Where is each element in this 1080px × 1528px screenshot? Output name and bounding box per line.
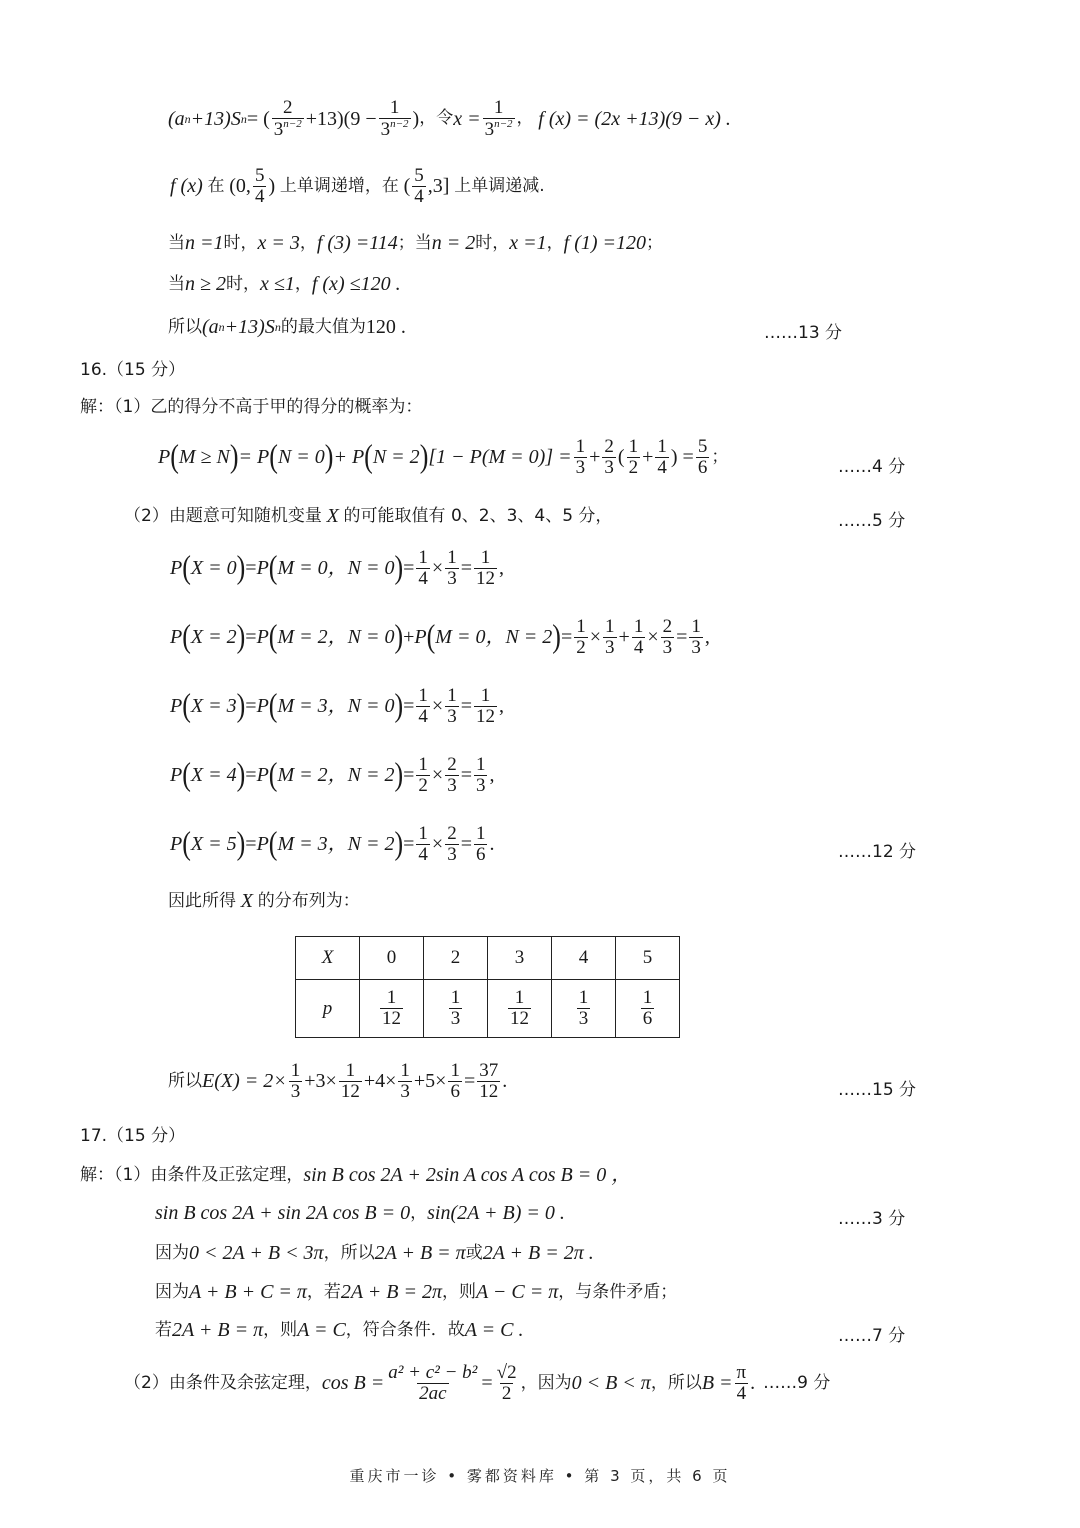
math: (a (202, 316, 219, 338)
score-marker: ……9 分 (763, 1372, 831, 1393)
math: n ≥ 2 (185, 273, 226, 295)
math: . (750, 1372, 756, 1395)
math: f (x) (170, 175, 203, 198)
fraction: $\frac{\text{a² + c² − b²}}{2ac}$ (388, 1362, 478, 1404)
fraction: $\frac{1}{4}$ (633, 616, 644, 658)
page-footer: 重庆市一诊 • 雾都资料库 • 第 3 页，共 6 页 (349, 1467, 731, 1485)
text: 当 (168, 273, 185, 294)
table-cell: $\frac{1}{3}$ (424, 980, 488, 1038)
math: x = 3 (257, 232, 300, 254)
table-row (296, 980, 680, 1038)
math: 0 < B < π (571, 1372, 651, 1395)
fraction: $\frac{1}{4}$ (418, 547, 428, 589)
math: 2A + B = π (172, 1319, 264, 1341)
math: n =1 (185, 232, 224, 254)
formula-line-n-ge-2 (168, 274, 401, 294)
text: ， (410, 1202, 428, 1223)
fraction: $\frac{1}{6}$ (475, 823, 486, 865)
table-cell: 0 (360, 937, 424, 980)
fraction: $\frac{2}{3}$ (662, 616, 673, 658)
formula-line-max (168, 317, 406, 337)
table-cell: 3 (488, 937, 552, 980)
solution-16-part1: 解：（1）乙的得分不高于甲的得分的概率为： (80, 397, 423, 417)
fraction: $\frac{1}{3}$ (290, 1060, 301, 1102)
math: + (642, 446, 654, 469)
formula-line-contradiction (155, 1282, 677, 1302)
math: f (3) =114 (316, 232, 398, 254)
text: ， (299, 232, 317, 253)
table-cell: $\frac{1}{12}$ (360, 980, 424, 1038)
text: 的最大值为 (280, 316, 366, 337)
text: ，符合条件．故 (345, 1319, 465, 1340)
math: n (184, 111, 191, 126)
text: 时， (225, 273, 260, 294)
text: 或 (465, 1242, 483, 1263)
fraction: $\frac{1}{3^{n-2}}$ (484, 97, 513, 140)
fraction: $\frac{1}{3}$ (575, 436, 586, 478)
score-marker: ……7 分 (838, 1326, 906, 1346)
solution-17-part1 (80, 1165, 631, 1185)
table-cell: 2 (424, 937, 488, 980)
math: n = 2 (431, 232, 476, 254)
formula-line-range (155, 1243, 594, 1263)
fraction: $\frac{1}{2}$ (418, 754, 428, 796)
fraction: $\frac{2}{3^{n-2}}$ (273, 97, 302, 140)
fraction: $\frac{1}{3}$ (691, 616, 701, 658)
text: 上单调递增，在 (279, 175, 399, 196)
text: ， (294, 273, 312, 294)
math: ) (412, 107, 420, 130)
formula-line-expectation (168, 1061, 507, 1102)
text: ， (516, 108, 534, 129)
text: ，若 (306, 1281, 341, 1302)
math: ) (268, 175, 276, 198)
math: A + B + C = π (189, 1281, 307, 1303)
text: 所以 (168, 316, 202, 337)
fraction: $\frac{37}{12}$ (479, 1060, 499, 1102)
math: ) = (670, 446, 694, 469)
fraction: $\frac{1}{4}$ (657, 436, 667, 478)
formula-line-conclusion (155, 1320, 524, 1340)
math: N = 2 (372, 446, 420, 469)
math: sin(2A + B) = 0 . (427, 1202, 565, 1224)
math: A = C . (464, 1319, 524, 1341)
math: f (1) =120 (563, 232, 647, 254)
math: A = C (297, 1319, 346, 1341)
math: = (481, 1372, 493, 1395)
solution-16-part2 (124, 506, 612, 526)
score-marker: ……5 分 (838, 511, 906, 531)
math: 120 . (365, 316, 406, 338)
text: 上单调递减. (454, 175, 545, 196)
text: 因为 (155, 1281, 189, 1302)
math: P (158, 446, 171, 469)
text: 时， (223, 232, 258, 253)
formula-line-px: P ( X = 0 ) = P ( M = 0，N = 0 ) = $\frac{1}{4}$ × $\frac{1}{3}$ = $\frac{1}{12}$ , (170, 547, 504, 589)
formula-line-px: P ( X = 3 ) = P ( M = 3，N = 0 ) = $\frac{1}{4}$ × $\frac{1}{3}$ = $\frac{1}{12}$ , (170, 685, 504, 727)
text: ，则 (442, 1281, 477, 1302)
text: 所以 (168, 1070, 202, 1091)
math: = ( (246, 107, 270, 130)
table-cell: $\frac{1}{3}$ (552, 980, 616, 1038)
text: ；当 (397, 232, 432, 253)
math: ( (403, 175, 411, 198)
text: ，所以 (323, 1242, 375, 1263)
math: n (240, 111, 247, 126)
fraction: $\frac{1}{2}$ (576, 616, 586, 658)
solution-17-part2 (124, 1363, 830, 1404)
text: 解：（1）由条件及正弦定理， (80, 1164, 304, 1185)
fraction: $\frac{\pi}{4}$ (736, 1362, 747, 1404)
table-cell: $\frac{1}{12}$ (488, 980, 552, 1038)
formula-line-cases (168, 233, 663, 253)
math: cos B = (321, 1372, 385, 1395)
text: ； (711, 446, 729, 467)
math: = P (238, 446, 270, 469)
math: + (589, 446, 601, 469)
formula-line-px: P ( X = 2 ) = P ( M = 2，N = 0 ) + P ( M = 0，N = 2 ) = $\frac{1}{2}$ × $\frac{1}{3}$ + $\frac{1}{4}$ × $\frac{2}{3}$ = $\frac{1}{3}$ , (170, 616, 710, 658)
fraction: $\frac{1}{3^{n-2}}$ (380, 97, 409, 140)
fraction: $\frac{√2}{2}$ (496, 1362, 517, 1404)
fraction: $\frac{2}{3}$ (604, 436, 614, 478)
table-cell: 4 (552, 937, 616, 980)
fraction: $\frac{1}{4}$ (418, 685, 428, 727)
text: ，因为 (520, 1372, 572, 1393)
distribution-table (295, 936, 680, 1038)
text: ，与条件矛盾； (558, 1281, 678, 1302)
fraction: $\frac{1}{12}$ (475, 547, 495, 589)
math: x ≤1 (259, 273, 295, 295)
text: 因此所得 (168, 890, 236, 911)
math: +13)(9 − (305, 107, 377, 130)
fraction: $\frac{1}{3}$ (447, 685, 457, 727)
fraction: $\frac{5}{4}$ (254, 165, 265, 207)
fraction: $\frac{1}{3}$ (400, 1060, 410, 1102)
math: ( (617, 446, 625, 469)
score-marker: ……15 分 (838, 1080, 917, 1100)
fraction: $\frac{1}{3}$ (447, 547, 457, 589)
math: M ≥ N (178, 446, 230, 469)
text: ， (546, 232, 564, 253)
math: 2A + B = 2π . (482, 1242, 594, 1264)
math: +13)S (224, 316, 275, 338)
table-row (296, 937, 680, 980)
math: A − C = π (476, 1281, 559, 1303)
text: （2）由题意可知随机变量 (124, 505, 322, 526)
text: 在 (207, 175, 225, 196)
fraction: $\frac{1}{12}$ (340, 1060, 360, 1102)
formula-line-monotonic (170, 166, 545, 207)
math: x = (453, 107, 481, 130)
math: E(X) = 2× (202, 1070, 287, 1093)
math: f (x) = (2x +13)(9 − x) . (538, 107, 731, 130)
text: 因为 (155, 1242, 189, 1263)
score-marker: ……4 分 (838, 457, 906, 477)
math: +13)S (190, 107, 241, 130)
formula-line-px: P ( X = 4 ) = P ( M = 2，N = 2 ) = $\frac{1}{2}$ × $\frac{2}{3}$ = $\frac{1}{3}$ , (170, 754, 495, 796)
text: （2）由条件及余弦定理， (124, 1372, 322, 1393)
math: + P (333, 446, 365, 469)
formula-line-sin-sum (155, 1203, 565, 1223)
math: [1 − P(M = 0)] = (428, 446, 572, 469)
formula-line-an-sn (168, 98, 731, 140)
score-marker: ……3 分 (838, 1209, 906, 1229)
math: B = (701, 1372, 733, 1395)
math: +5× (413, 1070, 447, 1093)
text: 的分布列为： (257, 890, 360, 911)
table-cell: $\frac{1}{6}$ (616, 980, 680, 1038)
fraction: $\frac{1}{12}$ (475, 685, 495, 727)
text: 的可能取值有 0、2、3、4、5 分， (343, 505, 613, 526)
math: ,3] (427, 175, 450, 198)
math: +4× (363, 1070, 397, 1093)
text: ； (646, 232, 664, 253)
fraction: $\frac{1}{6}$ (450, 1060, 460, 1102)
text: 当 (168, 232, 185, 253)
fraction: $\frac{5}{4}$ (414, 165, 424, 207)
fraction: $\frac{5}{6}$ (697, 436, 708, 478)
math: N = 0 (277, 446, 325, 469)
math: 2A + B = π (374, 1242, 466, 1264)
question-16-title: 16.（15 分） (80, 360, 186, 380)
text: ，令 (419, 108, 454, 129)
fraction: $\frac{1}{2}$ (628, 436, 639, 478)
math: = (463, 1070, 476, 1093)
question-17-title: 17.（15 分） (80, 1126, 186, 1146)
fraction: $\frac{1}{4}$ (418, 823, 428, 865)
math: x =1 (509, 232, 547, 254)
text: ，所以 (650, 1372, 702, 1393)
text: ，则 (263, 1319, 298, 1340)
math: X (326, 505, 339, 527)
math: 0 < 2A + B < 3π (189, 1242, 324, 1264)
fraction: $\frac{1}{3}$ (605, 616, 615, 658)
math: +3× (304, 1070, 337, 1093)
math: . (502, 1070, 508, 1093)
math: X (240, 890, 253, 912)
fraction: $\frac{2}{3}$ (447, 754, 457, 796)
fraction: $\frac{1}{3}$ (475, 754, 486, 796)
math: sin B cos 2A + sin 2A cos B = 0 (155, 1202, 411, 1224)
fraction: $\frac{2}{3}$ (447, 823, 457, 865)
math: sin B cos 2A + 2sin A cos A cos B = 0 ， (303, 1164, 632, 1186)
table-header-p: p (296, 980, 360, 1038)
math: 2A + B = 2π (340, 1281, 443, 1303)
math: (a (168, 107, 185, 130)
math: n (274, 320, 281, 334)
score-marker: ……13 分 (764, 323, 843, 343)
math: (0, (229, 175, 251, 198)
table-cell: 5 (616, 937, 680, 980)
distribution-intro (168, 891, 360, 911)
table-header-x: X (296, 937, 360, 980)
formula-line-px: P ( X = 5 ) = P ( M = 3，N = 2 ) = $\frac{1}{4}$ × $\frac{2}{3}$ = $\frac{1}{6}$ . (170, 823, 495, 865)
math: n (218, 320, 225, 334)
score-marker: ……12 分 (838, 842, 917, 862)
text: 若 (155, 1319, 172, 1340)
math: f (x) ≤120 . (311, 273, 401, 295)
formula-line-p-m-ge-n: P ( M ≥ N ) = P ( N = 0 ) + P ( N = 2 ) [1 − P(M = 0)] = $\frac{1}{3}$ + $\frac{2}{3}$ ( $\frac{1}{2}$ + $\frac{1}{4}$ ) = $\frac{5}{6}$ ； (158, 436, 729, 478)
text: 时， (475, 232, 510, 253)
